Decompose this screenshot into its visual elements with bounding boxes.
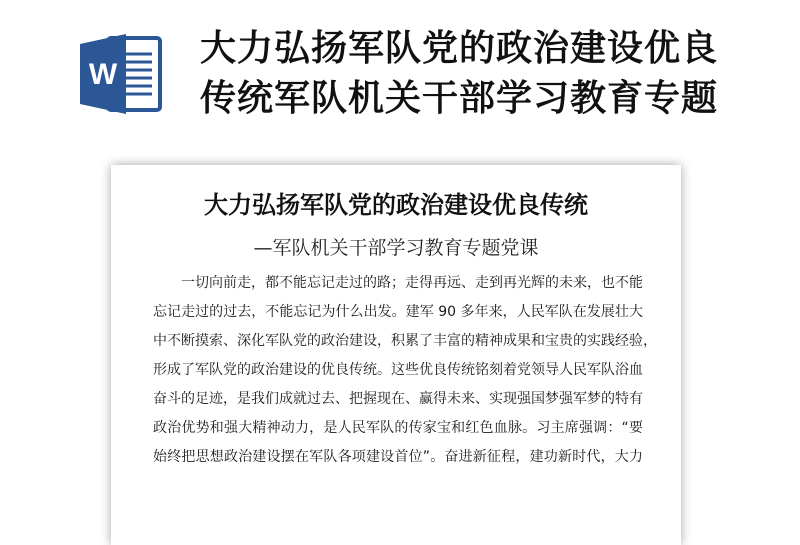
- page-title: [200, 24, 760, 124]
- document-title: 大力弘扬军队党的政治建设优良传统: [204, 191, 588, 219]
- body-line: 奋斗的足迹，是我们成就过去、把握现在、赢得未来、实现强国梦强军梦的特有: [153, 391, 643, 407]
- document-subtitle: —军队机关干部学习教育专题党课: [253, 237, 539, 259]
- page-title-line-2: 传统军队机关干部学习教育专题: [200, 78, 719, 119]
- banner-header: [0, 0, 800, 150]
- body-line: 形成了军队党的政治建设的优良传统。这些优良传统铭刻着党领导人民军队浴血: [153, 362, 643, 378]
- body-line: 始终把思想政治建设摆在军队各项建设首位”。奋进新征程，建功新时代，大力: [153, 449, 643, 465]
- word-icon-letter: W: [88, 58, 118, 91]
- word-icon: [78, 30, 164, 118]
- body-line: 忘记走过的过去，不能忘记为什么出发。建军 90 多年来，人民军队在发展壮大: [153, 304, 643, 320]
- document-page: [111, 165, 681, 545]
- document-body: [153, 269, 657, 472]
- body-line: 中不断摸索、深化军队党的政治建设，积累了丰富的精神成果和宝贵的实践经验，: [153, 333, 657, 349]
- page-title-line-1: 大力弘扬军队党的政治建设优良: [200, 28, 719, 69]
- body-line: 一切向前走，都不能忘记走过的路；走得再远、走到再光辉的未来，也不能: [181, 275, 643, 291]
- body-line: 政治优势和强大精神动力，是人民军队的传家宝和红色血脉。习主席强调：“要: [153, 420, 643, 436]
